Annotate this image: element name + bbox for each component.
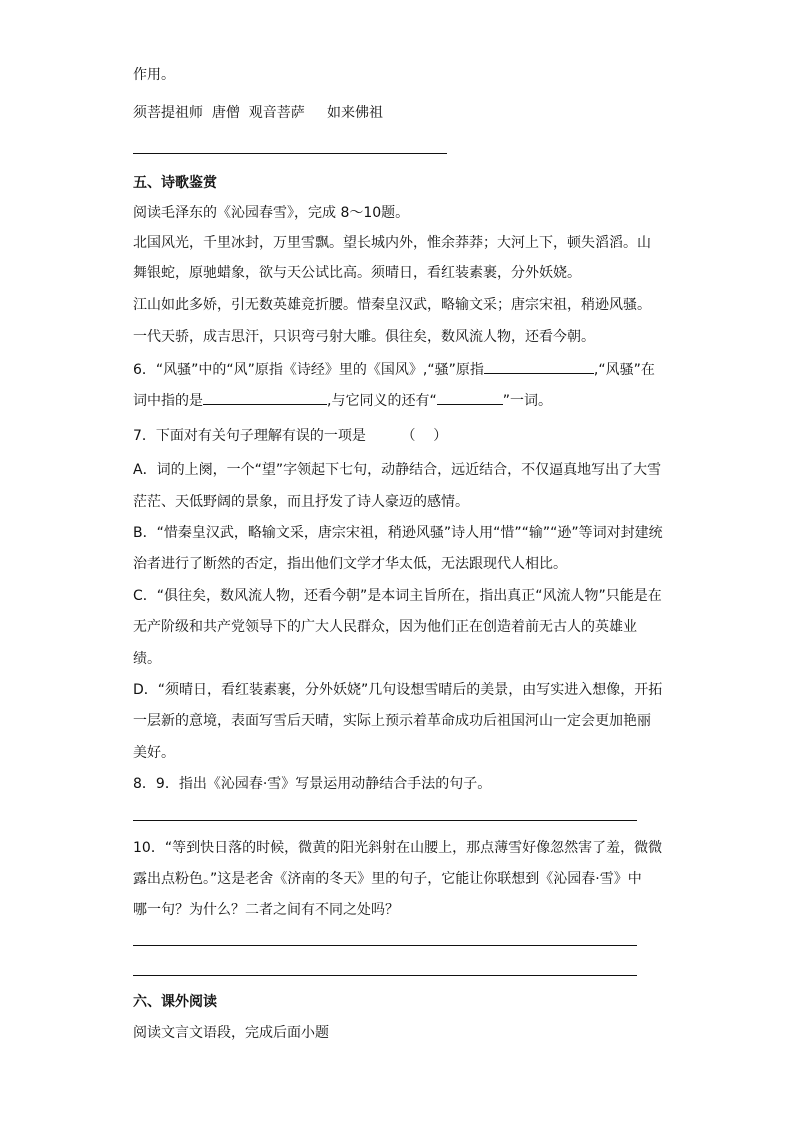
- option-c: 无产阶级和共产党领导下的广大人民群众，因为他们正在创造着前无古人的英雄业: [133, 619, 637, 635]
- option-a: 茫茫、天低野阔的景象，而且抒发了诗人豪迈的感情。: [133, 494, 469, 510]
- answer-line: [133, 820, 637, 821]
- question-6-text: ”一词。: [502, 393, 552, 409]
- poem-line: 一代天骄，成吉思汗，只识弯弓射大雕。俱往矣，数风流人物，还看今朝。: [133, 329, 595, 345]
- section-heading-reading: 六、课外阅读: [133, 994, 217, 1010]
- option-c: C．“俱往矣，数风流人物，还看今朝”是本词主旨所在，指出真正“风流人物”只能是在: [133, 588, 662, 604]
- question-10: 露出点粉色。”这是老舍《济南的冬天》里的句子，它能让你联想到《沁园春·雪》中: [133, 871, 642, 887]
- fill-blank[interactable]: [437, 390, 503, 405]
- question-6-text: ,与它同义的还有“: [327, 393, 437, 409]
- question-8-9: 8．9．指出《沁园春·雪》写景运用动静结合手法的句子。: [133, 776, 492, 792]
- section-heading-poetry: 五、诗歌鉴赏: [133, 175, 217, 191]
- option-a: A．词的上阕，一个“望”字领起下七句，动静结合，远近结合，不仅逼真地写出了大雪: [133, 462, 662, 478]
- poem-line: 舞银蛇，原驰蜡象，欲与天公试比高。须晴日，看红装素裹，分外妖娆。: [133, 265, 581, 281]
- question-6-line-2: [133, 390, 552, 410]
- option-d: D．“须晴日，看红装素裹，分外妖娆”几句设想雪晴后的美景，由写实进入想像，开拓: [133, 682, 663, 698]
- poem-line: 江山如此多娇，引无数英雄竞折腰。惜秦皇汉武，略输文采；唐宗宋祖，稍逊风骚。: [133, 297, 651, 313]
- answer-line: [133, 153, 447, 154]
- question-6-text: ,“风骚”在: [593, 362, 655, 378]
- question-6-line-1: [133, 359, 655, 379]
- reading-instruction: 阅读文言文语段，完成后面小题: [133, 1025, 329, 1041]
- question-7-stem: 7．下面对有关句子理解有误的一项是 （ ）: [133, 428, 448, 444]
- option-d: 美好。: [133, 745, 175, 761]
- question-6-text: 词中指的是: [133, 393, 203, 409]
- question-6-text: 6．“风骚”中的“风”原指《诗经》里的《国风》,“骚”原指: [133, 362, 484, 378]
- answer-line: [133, 975, 637, 976]
- fill-blank[interactable]: [484, 359, 594, 374]
- question-10: 10．“等到快日落的时候，微黄的阳光斜射在山腰上，那点薄雪好像忽然害了羞，微微: [133, 840, 663, 856]
- poetry-instruction: 阅读毛泽东的《沁园春雪》，完成 8～10题。: [133, 205, 410, 221]
- answer-line: [133, 945, 637, 946]
- question-10: 哪一句？为什么？二者之间有不同之处吗？: [133, 902, 399, 918]
- option-c: 绩。: [133, 651, 161, 667]
- intro-continuation: 作用。: [133, 67, 175, 83]
- poem-line: 北国风光，千里冰封，万里雪飘。望长城内外，惟余莽莽；大河上下，顿失滔滔。山: [133, 235, 651, 251]
- option-b: 治者进行了断然的否定，指出他们文学才华太低，无法跟现代人相比。: [133, 556, 567, 572]
- option-d: 一层新的意境，表面写雪后天晴，实际上预示着革命成功后祖国河山一定会更加艳丽: [133, 713, 651, 729]
- option-b: B．“惜秦皇汉武，略输文采，唐宗宋祖，稍逊风骚”诗人用“惜”“输”“逊”等词对封建统: [133, 525, 663, 541]
- character-options: 须菩提祖师 唐僧 观音菩萨 如来佛祖: [133, 105, 384, 121]
- fill-blank[interactable]: [203, 390, 327, 405]
